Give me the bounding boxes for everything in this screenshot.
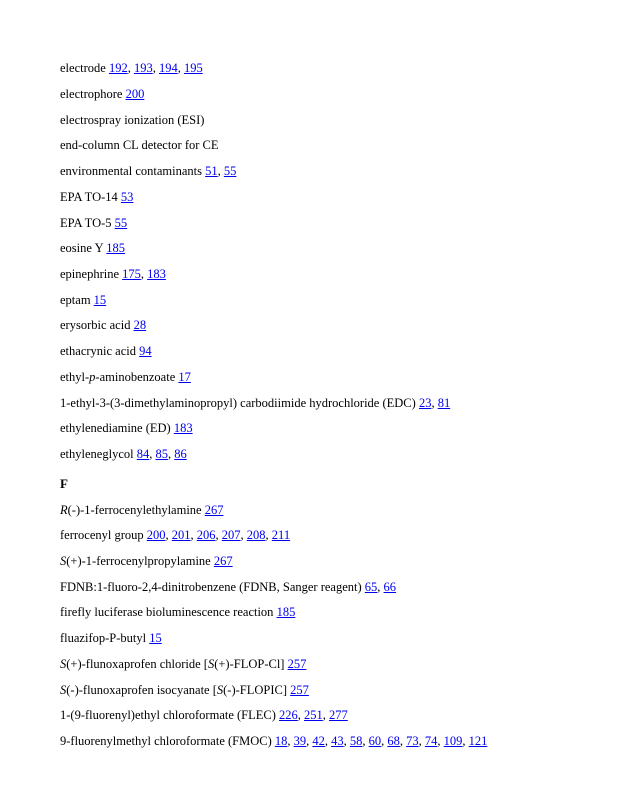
page-ref-link[interactable]: 15 <box>93 293 107 307</box>
page-ref-link[interactable]: 207 <box>221 528 241 542</box>
index-entry <box>60 370 191 384</box>
index-entry <box>60 657 306 671</box>
page-ref-link[interactable]: 18 <box>274 734 288 748</box>
entry-term: (-)-1-ferrocenylethylamine <box>67 503 205 517</box>
ref-separator: , <box>381 734 388 748</box>
entry-term: S <box>60 554 67 568</box>
page-ref-link[interactable]: 183 <box>147 267 166 281</box>
index-entry <box>60 421 193 435</box>
entry-term: FDNB:1-fluoro-2,4-dinitrobenzene (FDNB, Sanger reagent) <box>60 580 365 594</box>
entry-term: 9-fluorenylmethyl chloroformate (FMOC) <box>60 734 275 748</box>
entry-term: electrophore <box>60 87 126 101</box>
ref-separator: , <box>431 396 438 410</box>
entry-term: EPA TO-5 <box>60 216 115 230</box>
ref-separator: , <box>190 528 197 542</box>
index-entry <box>60 631 162 645</box>
page-ref-link[interactable]: 60 <box>368 734 382 748</box>
page-ref-link[interactable]: 175 <box>122 267 141 281</box>
entry-term: S <box>60 657 67 671</box>
entry-term: -aminobenzoate <box>95 370 179 384</box>
ref-separator: , <box>215 528 222 542</box>
page-ref-link[interactable]: 200 <box>125 87 145 101</box>
ref-separator: , <box>149 447 156 461</box>
page-ref-link[interactable]: 192 <box>108 61 128 75</box>
entry-term: fluazifop-P-butyl <box>60 631 150 645</box>
page-ref-link[interactable]: 201 <box>171 528 191 542</box>
entry-term: ferrocenyl group <box>60 528 147 542</box>
entry-term: ethyleneglycol <box>60 447 137 461</box>
entry-term: 1-(9-fluorenyl)ethyl chloroformate (FLEC) <box>60 708 280 722</box>
ref-separator: , <box>418 734 425 748</box>
entry-term: eptam <box>60 293 94 307</box>
ref-separator: , <box>322 708 330 722</box>
page-ref-link[interactable]: 55 <box>114 216 128 230</box>
index-entry <box>60 554 233 568</box>
page-ref-link[interactable]: 185 <box>106 241 126 255</box>
entry-term: ethacrynic acid <box>60 344 140 358</box>
index-entry <box>60 447 187 461</box>
page-ref-link[interactable]: 193 <box>133 61 153 75</box>
index-entry <box>60 503 223 517</box>
page-ref-link[interactable]: 277 <box>329 708 348 722</box>
ref-separator: , <box>265 528 272 542</box>
page-ref-link[interactable]: 267 <box>204 503 224 517</box>
page-ref-link[interactable]: 86 <box>174 447 187 461</box>
index-entry <box>60 190 133 204</box>
entry-term: EPA TO-14 <box>60 190 121 204</box>
entry-term: (-)-flunoxaprofen isocyanate [ <box>66 683 217 697</box>
ref-separator: , <box>240 528 247 542</box>
entry-term: eosine Y <box>60 241 107 255</box>
entry-term: S <box>60 683 67 697</box>
entry-term: end-column CL detector for CE <box>60 138 219 152</box>
page-ref-link[interactable]: 206 <box>196 528 216 542</box>
index-entry <box>60 344 152 358</box>
entry-term: firefly luciferase bioluminescence reaction <box>60 605 277 619</box>
index-entry <box>60 683 309 697</box>
page-ref-link[interactable]: 66 <box>383 580 397 594</box>
ref-separator: , <box>165 528 172 542</box>
page-ref-link[interactable]: 42 <box>312 734 325 748</box>
page-ref-link[interactable]: 208 <box>246 528 266 542</box>
page-ref-link[interactable]: 200 <box>146 528 166 542</box>
entry-term: (+)-1-ferrocenylpropylamine <box>66 554 214 568</box>
page-ref-link[interactable]: 85 <box>155 447 168 461</box>
page-ref-link[interactable]: 15 <box>149 631 162 645</box>
page-ref-link[interactable]: 109 <box>443 734 463 748</box>
page-ref-link[interactable]: 74 <box>424 734 438 748</box>
index-entry <box>60 241 125 255</box>
page-ref-link[interactable]: 257 <box>287 657 307 671</box>
page-ref-link[interactable]: 43 <box>331 734 344 748</box>
ref-separator: , <box>297 708 305 722</box>
page-ref-link[interactable]: 251 <box>304 708 323 722</box>
page-ref-link[interactable]: 55 <box>223 164 237 178</box>
index-entry <box>60 734 487 748</box>
page-ref-link[interactable]: 73 <box>406 734 419 748</box>
page-ref-link[interactable]: 23 <box>418 396 432 410</box>
ref-separator: , <box>377 580 384 594</box>
ref-separator: , <box>362 734 369 748</box>
entry-term: F <box>60 476 68 491</box>
ref-separator: , <box>343 734 350 748</box>
ref-separator: , <box>287 734 294 748</box>
entry-term: (-)-FLOPIC] <box>223 683 291 697</box>
page-ref-link[interactable]: 84 <box>136 447 150 461</box>
page-ref-link[interactable]: 94 <box>139 344 152 358</box>
entry-term: electrospray ionization (ESI) <box>60 113 205 127</box>
page-ref-link[interactable]: 81 <box>437 396 451 410</box>
page-ref-link[interactable]: 121 <box>468 734 488 748</box>
entry-term: 1-ethyl-3-(3-dimethylaminopropyl) carbodiimide hydrochloride (EDC) <box>60 396 419 410</box>
entry-term: (+)-FLOP-Cl] <box>214 657 288 671</box>
page-ref-link[interactable]: 28 <box>133 318 147 332</box>
page-ref-link[interactable]: 257 <box>290 683 309 697</box>
page-ref-link[interactable]: 17 <box>178 370 191 384</box>
page-ref-link[interactable]: 267 <box>213 554 233 568</box>
entry-term: ethyl- <box>60 370 90 384</box>
entry-term: ethylenediamine (ED) <box>60 421 174 435</box>
index-entry <box>60 708 348 722</box>
ref-separator: , <box>177 61 184 75</box>
page-ref-link[interactable]: 53 <box>120 190 134 204</box>
index-entry <box>60 580 396 594</box>
page-ref-link[interactable]: 39 <box>293 734 307 748</box>
page-ref-link[interactable]: 226 <box>279 708 298 722</box>
page-ref-link[interactable]: 58 <box>349 734 363 748</box>
page-ref-link[interactable]: 183 <box>173 421 193 435</box>
index-entry <box>60 164 236 178</box>
entry-term: erysorbic acid <box>60 318 134 332</box>
index-entry <box>60 61 203 75</box>
index-entry <box>60 396 450 410</box>
ref-separator: , <box>399 734 407 748</box>
ref-separator: , <box>140 267 148 281</box>
index-entry <box>60 87 144 101</box>
index-section-heading <box>60 477 68 491</box>
index-entry <box>60 293 106 307</box>
ref-separator: , <box>324 734 332 748</box>
index-entry <box>60 605 295 619</box>
index-entry <box>60 528 290 542</box>
entry-term: electrode <box>60 61 109 75</box>
index-entry <box>60 318 146 332</box>
index-entry <box>60 113 204 127</box>
index-entry <box>60 267 166 281</box>
page-ref-link[interactable]: 211 <box>271 528 291 542</box>
page-ref-link[interactable]: 68 <box>387 734 400 748</box>
entry-term: R <box>60 503 68 517</box>
page-ref-link[interactable]: 65 <box>364 580 378 594</box>
ref-separator: , <box>462 734 469 748</box>
entry-term: (+)-flunoxaprofen chloride [ <box>66 657 208 671</box>
page-ref-link[interactable]: 195 <box>183 61 203 75</box>
ref-separator: , <box>127 61 134 75</box>
ref-separator: , <box>217 164 224 178</box>
page-ref-link[interactable]: 194 <box>158 61 178 75</box>
index-entry <box>60 216 127 230</box>
entry-term: S <box>216 683 224 697</box>
entry-term: environmental contaminants <box>60 164 206 178</box>
entry-term: epinephrine <box>60 267 123 281</box>
page-ref-link[interactable]: 51 <box>205 164 218 178</box>
page-ref-link[interactable]: 185 <box>276 605 296 619</box>
ref-separator: , <box>152 61 159 75</box>
ref-separator: , <box>306 734 313 748</box>
entry-term: p <box>89 370 96 384</box>
ref-separator: , <box>167 447 175 461</box>
entry-term: S <box>207 657 215 671</box>
ref-separator: , <box>437 734 444 748</box>
index-entry <box>60 138 219 152</box>
